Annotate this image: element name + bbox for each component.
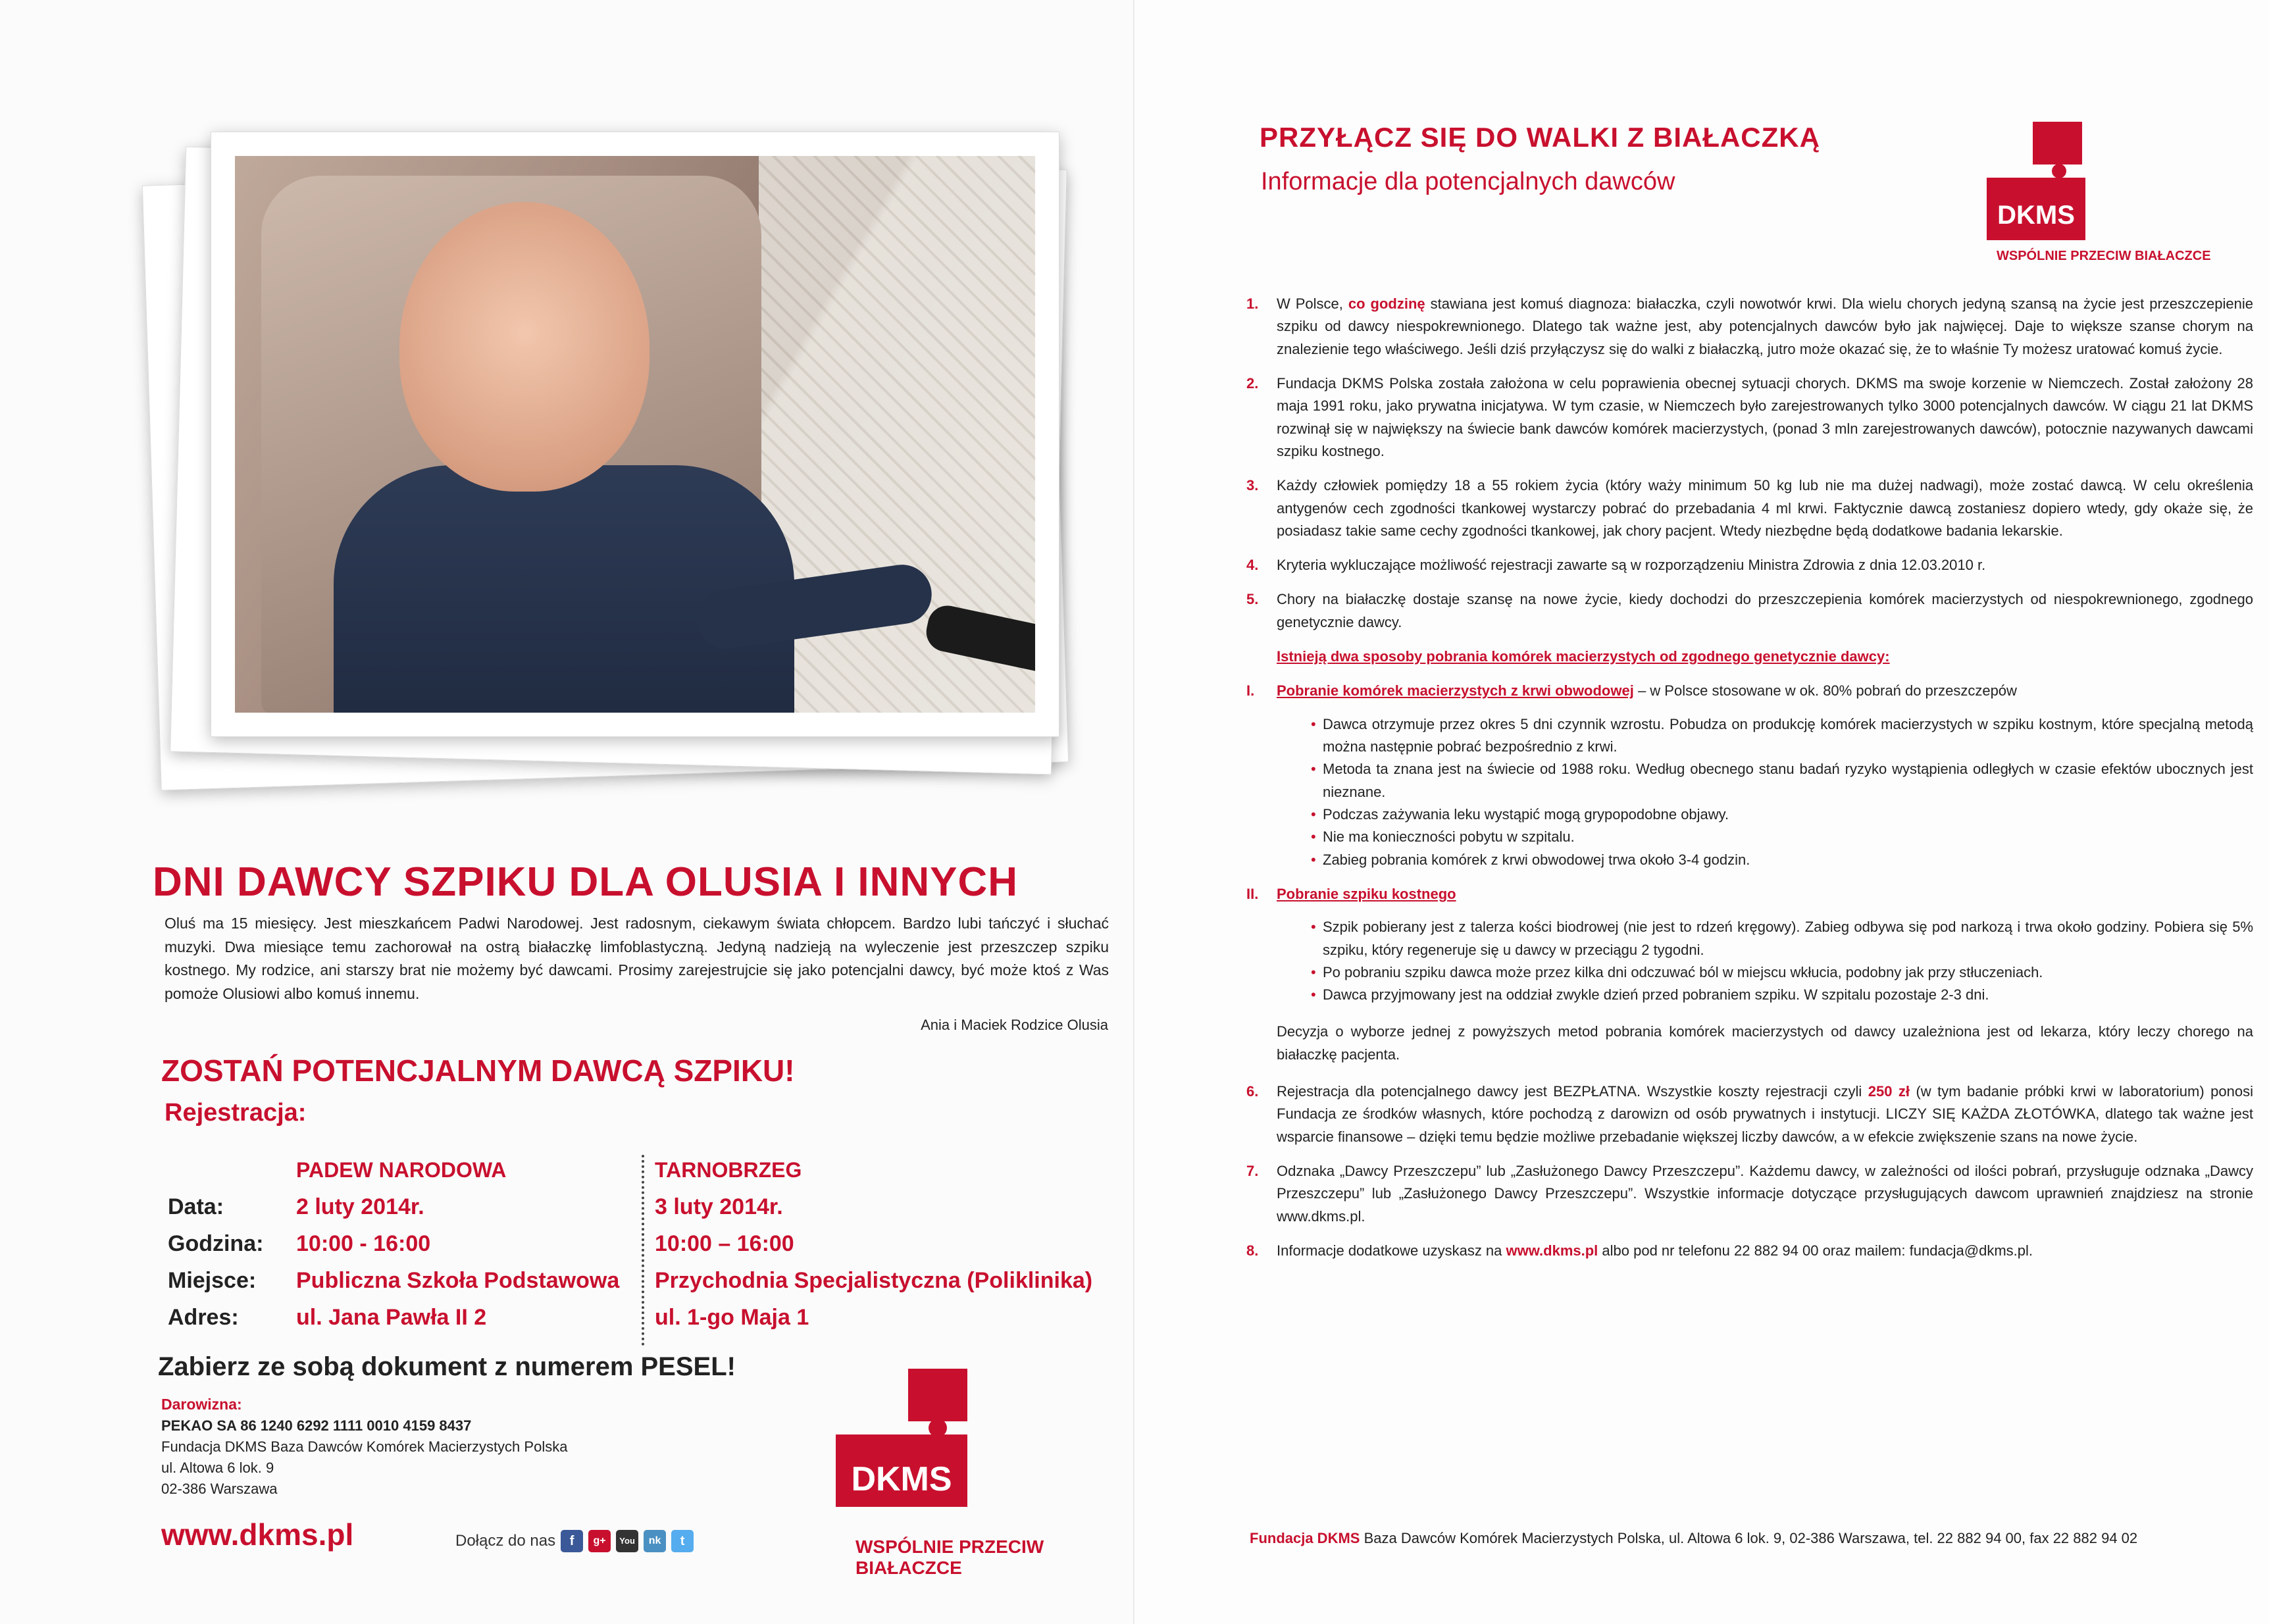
photo-child-head [399, 202, 650, 492]
item-number: 2. [1246, 374, 1259, 392]
donation-heading: Darowizna: [161, 1396, 242, 1413]
bank-account: PEKAO SA 86 1240 6292 1111 0010 4159 8437 [161, 1417, 472, 1434]
foundation-city: 02-386 Warszawa [161, 1481, 278, 1498]
item-text: Każdy człowiek pomiędzy 18 a 55 rokiem życia (który waży minimum 50 kg lub nie ma dużej nadwagi), może zostać dawcą. W celu określenia antygenów cech zgodności tkankowej wystarczy pobrać do przebadania 4 ml krwi. Faktycznie dawcą zostaniesz dopiero wtedy, gdy okaże się, że posiadasz takie same cechy zgodności tkankowej, jak chory pacjent. Wtedy niezbędne będą dodatkowe badania lekarskie. [1277, 477, 2253, 539]
event-row-date [168, 1188, 1115, 1225]
event-header-row [168, 1152, 1115, 1188]
foundation-street: ul. Altowa 6 lok. 9 [161, 1459, 274, 1477]
event-row-place [168, 1262, 1115, 1299]
info-item-3 [1246, 474, 2253, 542]
item-number: 4. [1246, 557, 1259, 574]
location-padew: PADEW NARODOWA [296, 1157, 507, 1182]
pesel-note: Zabierz ze sobą dokument z numerem PESEL! [158, 1352, 736, 1381]
logo-text: DKMS [851, 1460, 952, 1498]
method-1-bullet: • Metoda ta znana jest na świecie od 1988 roku. Według obecnego stanu badań ryzyko wystąpienia odległych w czasie efektów ubocznych jest nieznane. [1311, 758, 2253, 803]
right-title: PRZYŁĄCZ SIĘ DO WALKI Z BIAŁACZKĄ [1260, 122, 1820, 153]
signature: Ania i Maciek Rodzice Olusia [921, 1017, 1108, 1033]
logo-puzzle-knob [929, 1419, 947, 1437]
method-2 [1246, 883, 2253, 905]
row-label: Data: [168, 1194, 224, 1219]
logo-tagline-right: WSPÓLNIE PRZECIW BIAŁACZCE [1997, 249, 2211, 263]
photo-card-front [211, 132, 1059, 737]
item-text: Odznaka „Dawcy Przeszczepu” lub „Zasłużonego Dawcy Przeszczepu”. Każdemu dawcy, w zależności od ilości pobrań, przysługuje odznaka „Dawcy Przeszczepu” lub „Zasłużonego Dawcy Przeszczepu”. Wszystkie informacje dotyczące przysługujących dawcom uprawnień znajdziesz na stronie www.dkms.pl. [1277, 1163, 2253, 1225]
facebook-icon[interactable]: f [561, 1530, 583, 1552]
child-photo [235, 156, 1035, 713]
methods-heading: Istnieją dwa sposoby pobrania komórek macierzystych od zgodnego genetycznie dawcy: [1277, 648, 1890, 665]
row-value: Publiczna Szkoła Podstawowa [296, 1267, 620, 1293]
nk-icon[interactable]: nk [644, 1530, 666, 1552]
row-label: Godzina: [168, 1231, 264, 1256]
info-list [1246, 293, 2253, 1274]
left-page [0, 0, 1134, 1624]
main-title: DNI DAWCY SZPIKU DLA OLUSIA I INNYCH [153, 859, 1019, 905]
dkms-logo-left [829, 1369, 987, 1513]
row-value: ul. Jana Pawła II 2 [296, 1304, 487, 1330]
logo-puzzle-top [2033, 122, 2082, 165]
item-number: 8. [1246, 1242, 1259, 1259]
method-1-bullet: • Dawca otrzymuje przez okres 5 dni czynnik wzrostu. Pobudza on produkcję komórek macierzystych w szpiku kostnym, które specjalną metodą można następnie pobrać bezpośrednio z krwi. [1311, 713, 2253, 759]
row-value: ul. 1-go Maja 1 [655, 1304, 809, 1330]
event-row-address [168, 1299, 1115, 1336]
item-text: W Polsce, co godzinę stawiana jest komuś diagnoza: białaczka, czyli nowotwór krwi. Dla wielu chorych jedyną szansą na życie jest przeszczepienie szpiku od dawcy niespokrewnionego. Dlatego tak ważne jest, aby potencjalnych dawców było jak najwięcej. Daje to większe szanse chorym na znalezienie tego właściwego. Jeśli dziś przyłączysz się do walki z białaczką, jutro może okazać się, że to właśnie Ty możesz uratować komuś życie. [1277, 295, 2253, 357]
info-item-8 [1246, 1240, 2253, 1262]
location-tarnobrzeg: TARNOBRZEG [655, 1157, 802, 1182]
youtube-icon[interactable]: You [616, 1530, 638, 1552]
item-number: 6. [1246, 1083, 1259, 1100]
twitter-icon[interactable]: t [671, 1530, 694, 1552]
social-bar [455, 1530, 694, 1552]
website-link[interactable]: www.dkms.pl [161, 1517, 354, 1552]
event-table [168, 1152, 1115, 1336]
info-item-6 [1246, 1080, 2253, 1148]
item-number: 1. [1246, 295, 1259, 312]
website-link-inline[interactable]: www.dkms.pl [1506, 1242, 1598, 1259]
right-subtitle: Informacje dla potencjalnych dawców [1261, 168, 1675, 195]
info-item-1 [1246, 293, 2253, 361]
row-value: 10:00 – 16:00 [655, 1231, 794, 1256]
row-value: Przychodnia Specjalistyczna (Poliklinika) [655, 1267, 1093, 1293]
info-item-4 [1246, 554, 2253, 576]
logo-puzzle-top [908, 1369, 967, 1421]
row-value: 10:00 - 16:00 [296, 1231, 431, 1256]
item-text: Kryteria wykluczające możliwość rejestracji zawarte są w rozporządzeniu Ministra Zdrowia z dnia 12.03.2010 r. [1277, 557, 1986, 574]
registration-label: Rejestracja: [165, 1099, 307, 1127]
intro-text: Oluś ma 15 miesięcy. Jest mieszkańcem Padwi Narodowej. Jest radosnym, ciekawym świata chłopcem. Bardzo lubi tańczyć i słuchać muzyki. Dwa miesiące temu zachorował na ostrą białaczkę limfoblastyczną. Jedyną nadzieją na wyleczenie jest przeszczep szpiku kostnego. My rodzice, ani starszy brat nie możemy być dawcami. Prosimy zarejestrujcie się jako potencjalni dawcy, być może ktoś z Was pomoże Olusiowi albo komuś innemu. [165, 915, 1109, 1002]
method-2-bullet: • Po pobraniu szpiku dawca może przez kilka dni odczuwać ból w miejscu wkłucia, podobny jak przy stłuczeniach. [1311, 961, 2253, 984]
item-text: Rejestracja dla potencjalnego dawcy jest BEZPŁATNA. Wszystkie koszty rejestracji czyli 250 zł (w tym badanie próbki krwi w laboratorium) ponosi Fundacja ze środków własnych, które pochodzą z darowizn od osób prywatnych i instytucji. LICZY SIĘ KAŻDA ZŁOTÓWKA, dlatego tak ważne jest wsparcie finansowe – dzięki temu będzie możliwe przebadanie większej liczby dawców, a w efekcie zwiększenie szans na nowe życie. [1277, 1083, 2253, 1145]
method-1-bullet: • Nie ma konieczności pobytu w szpitalu. [1311, 826, 2253, 848]
foundation-name: Fundacja DKMS Baza Dawców Komórek Macierzystych Polska [161, 1438, 568, 1456]
method-1 [1246, 680, 2253, 702]
item-number: 3. [1246, 477, 1259, 494]
info-item-5 [1246, 588, 2253, 634]
item-text: Chory na białaczkę dostaje szansę na nowe życie, kiedy dochodzi do przeszczepienia komórek macierzystych od niespokrewnionego, zgodnego genetycznie dawcy. [1277, 591, 2253, 630]
method-1-bullet: • Zabieg pobrania komórek z krwi obwodowej trwa około 3-4 godzin. [1311, 849, 2253, 871]
logo-tagline-left: WSPÓLNIE PRZECIW BIAŁACZCE [855, 1536, 1044, 1578]
method-number: I. [1246, 682, 1255, 699]
donation-block [161, 1394, 567, 1500]
right-footer: Fundacja DKMS Baza Dawców Komórek Macierzystych Polska, ul. Altowa 6 lok. 9, 02-386 Warszawa, tel. 22 882 94 00, fax 22 882 94 02 [1250, 1530, 2138, 1546]
info-item-2 [1246, 372, 2253, 463]
right-page [1134, 0, 2269, 1624]
event-row-time [168, 1225, 1115, 1262]
item-number: 7. [1246, 1163, 1259, 1179]
logo-puzzle-knob [2052, 164, 2066, 178]
method-2-bullet: • Szpik pobierany jest z talerza kości biodrowej (nie jest to rdzeń kręgowy). Zabieg odbywa się pod narkozą i trwa około godziny. Pobiera się 5% szpiku, który regeneruje się u dawcy w przeciągu 2 tygodni. [1311, 916, 2253, 961]
method-2-bullet: • Dawca przyjmowany jest na oddział zwykle dzień przed pobraniem szpiku. W szpitalu pozostaje 2-3 dni. [1311, 984, 2253, 1006]
logo-text: DKMS [1997, 201, 2075, 230]
row-value: 2 luty 2014r. [296, 1194, 424, 1219]
register-title: ZOSTAŃ POTENCJALNYM DAWCĄ SZPIKU! [161, 1053, 795, 1088]
google-plus-icon[interactable]: g+ [588, 1530, 611, 1552]
photo-stack [151, 132, 1066, 790]
item-text: Fundacja DKMS Polska została założona w celu poprawienia obecnej sytuacji chorych. DKMS ma swoje korzenie w Niemczech. Został założony 28 maja 1991 roku, jako prywatna inicjatywa. W tym czasie, w Niemczech było zarejestrowanych tylko 3000 potencjalnych dawców. W ciągu 21 lat DKMS rozwinął się w największy na świecie bank dawców komórek macierzystych, (ponad 3 mln zarejestrowanych dawców), potocznie nazywanych dawcami szpiku kostnego. [1277, 374, 2253, 459]
method-text: Pobranie komórek macierzystych z krwi obwodowej – w Polsce stosowane w ok. 80% pobrań do przeszczepów [1277, 682, 2017, 699]
dkms-logo-right [1987, 122, 2105, 247]
method-text: Pobranie szpiku kostnego [1277, 885, 1456, 902]
join-label: Dołącz do nas [455, 1532, 556, 1550]
method-1-bullet: • Podczas zażywania leku wystąpić mogą grypopodobne objawy. [1311, 803, 2253, 826]
item-number: 5. [1246, 591, 1259, 608]
decision-note: Decyzja o wyborze jednej z powyższych metod pobrania komórek macierzystych od dawcy uzależniona jest od lekarza, który leczy chorego na białaczkę pacjenta. [1277, 1023, 2253, 1063]
row-label: Adres: [168, 1304, 239, 1330]
item-text: Informacje dodatkowe uzyskasz na www.dkms.pl albo pod nr telefonu 22 882 94 00 oraz mailem: fundacja@dkms.pl. [1277, 1242, 2033, 1259]
method-number: II. [1246, 885, 1259, 902]
row-label: Miejsce: [168, 1267, 257, 1293]
info-item-7 [1246, 1160, 2253, 1228]
row-value: 3 luty 2014r. [655, 1194, 783, 1219]
